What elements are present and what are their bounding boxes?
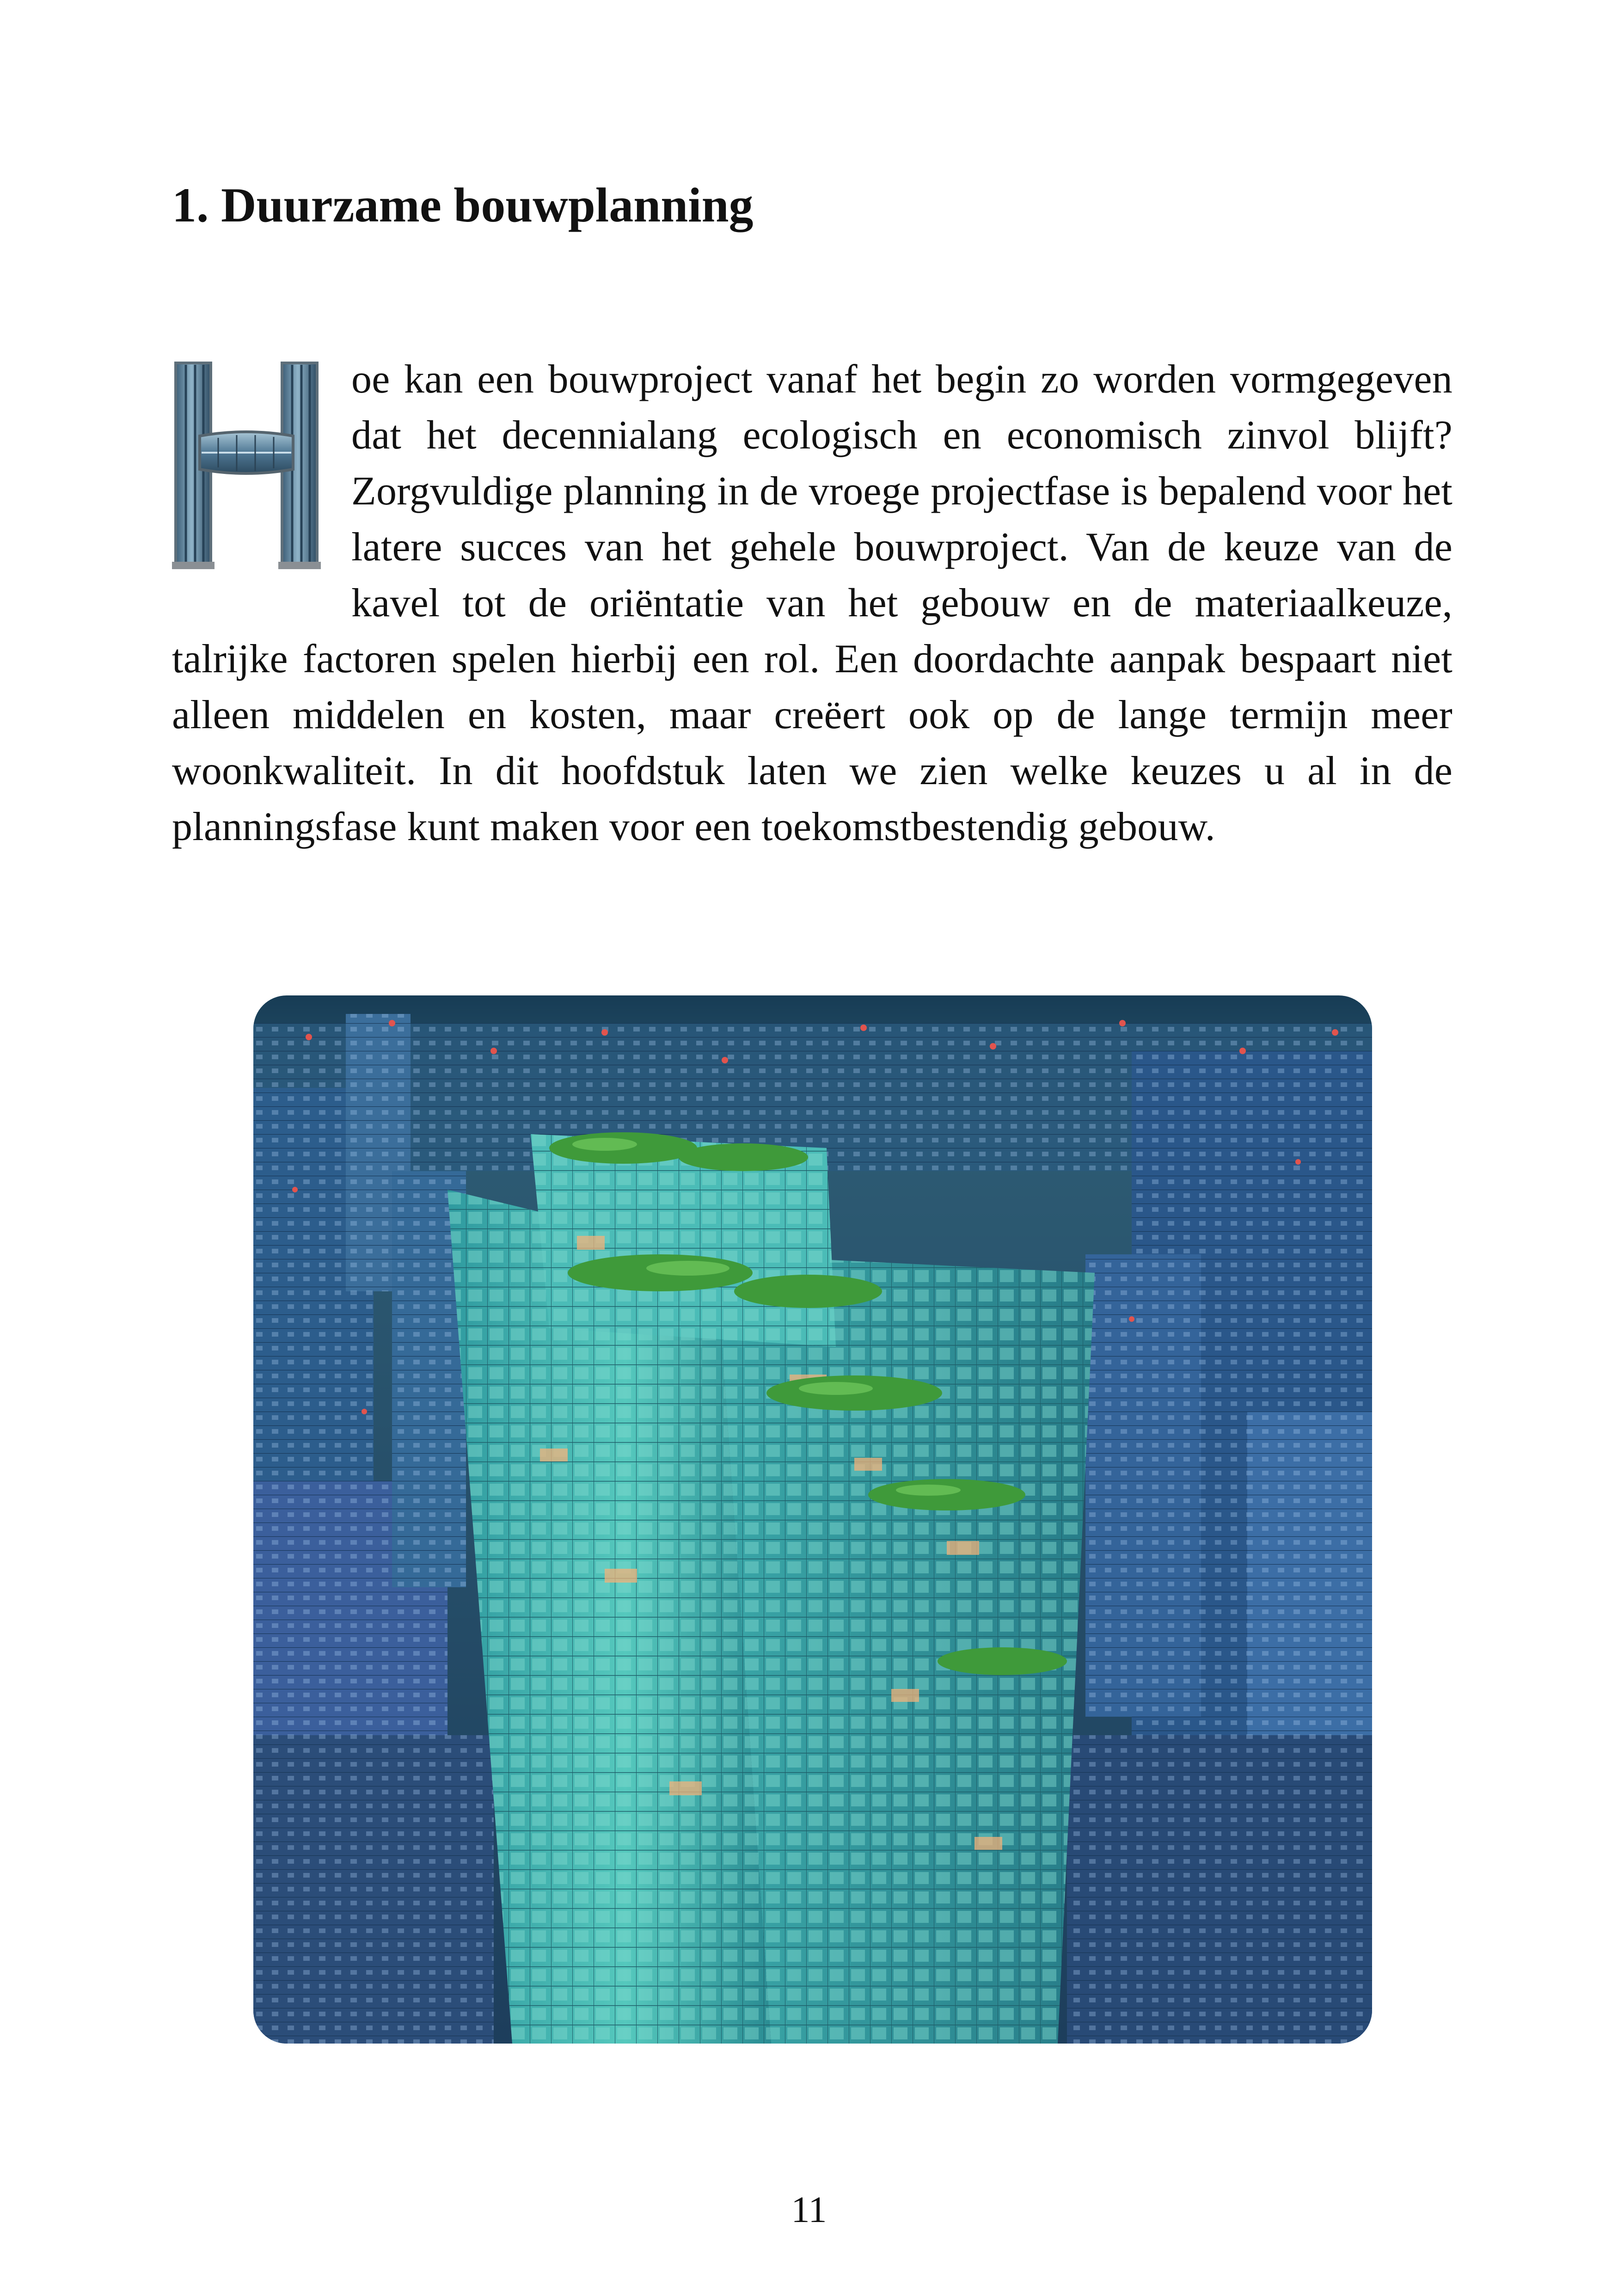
- page-number: 11: [791, 2190, 827, 2230]
- intro-text: oe kan een bouwproject vanaf het begin zo worden vormgegeven dat het decennialang ecologisch en economisch zinvol blijft? Zorgvuldige planning in de vroege projectfase is bepalend voor het latere succes van het gehele bouwproject. Van de keuze van de kavel tot de oriëntatie van het gebouw en de materiaalkeuze, talrijke factoren spelen hierbij een rol. Een doordachte aanpak bespaart niet alleen middelen en kosten, maar creëert ook op de lange termijn meer woonkwaliteit. In dit hoofdstuk laten we zien welke keuzes u al in de planningsfase kunt maken voor een toekomstbestendig gebouw.: [172, 357, 1453, 849]
- chapter-illustration: [253, 995, 1372, 2044]
- intro-paragraph: [172, 351, 1453, 855]
- green-roof-skyscraper-illustration: [253, 995, 1372, 2044]
- dropcap-spacer: [172, 351, 351, 576]
- chapter-title: 1. Duurzame bouwplanning: [172, 178, 754, 232]
